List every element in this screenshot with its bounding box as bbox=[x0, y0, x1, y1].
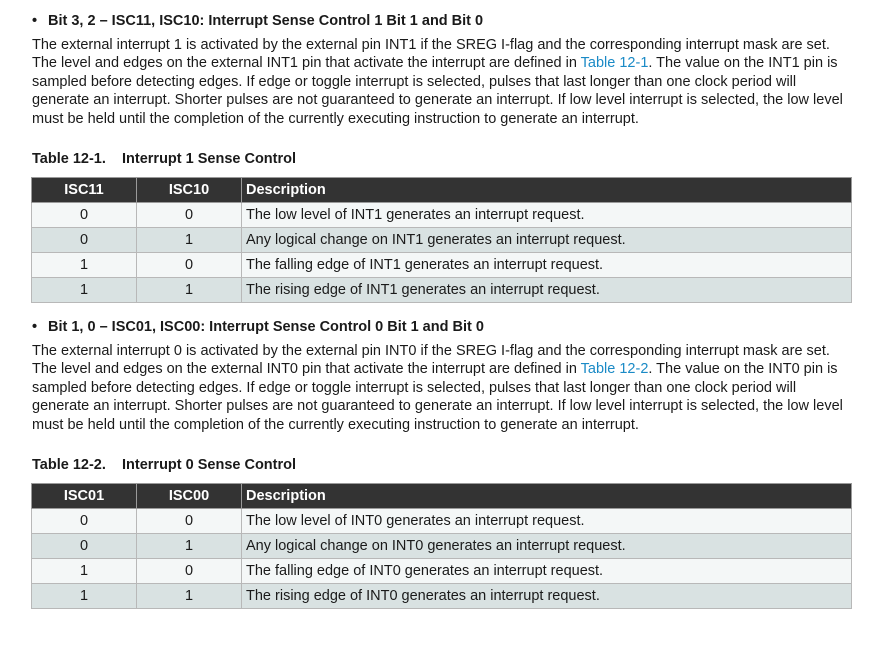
table-cell: 0 bbox=[32, 203, 137, 228]
table-row bbox=[32, 584, 852, 609]
paragraph-text: . The value on the INT1 pin is sampled before detecting edges. If edge or toggle interrupt is selected, pulses that last longer than one clock period will generate an interrupt. Shorter pulses are not guaranteed to generate an interrupt. If low level interrupt is selected, the low level must be held until the completion of the currently executing instruction to generate an interrupt. bbox=[32, 55, 843, 127]
section-heading bbox=[32, 319, 484, 335]
table-cell: 1 bbox=[137, 534, 242, 559]
table-row bbox=[32, 534, 852, 559]
section-heading bbox=[32, 13, 483, 29]
table-caption-number: Table 12-2. bbox=[32, 457, 106, 473]
interrupt-1-sense-table bbox=[31, 177, 852, 303]
table-row bbox=[32, 509, 852, 534]
table-cell: 1 bbox=[137, 228, 242, 253]
table-header-row bbox=[32, 178, 852, 203]
section-paragraph bbox=[32, 342, 852, 434]
column-header: Description bbox=[242, 484, 852, 509]
table-cell: Any logical change on INT0 generates an interrupt request. bbox=[242, 534, 852, 559]
table-cell: The falling edge of INT1 generates an interrupt request. bbox=[242, 253, 852, 278]
table-cell: 0 bbox=[32, 509, 137, 534]
table-reference-link[interactable]: Table 12-1 bbox=[580, 55, 649, 72]
table-row bbox=[32, 278, 852, 303]
table-cell: 1 bbox=[32, 253, 137, 278]
table-cell: The low level of INT0 generates an interrupt request. bbox=[242, 509, 852, 534]
table-cell: The low level of INT1 generates an interrupt request. bbox=[242, 203, 852, 228]
column-header: ISC00 bbox=[137, 484, 242, 509]
table-caption-title: Interrupt 0 Sense Control bbox=[122, 457, 297, 473]
table-caption-title: Interrupt 1 Sense Control bbox=[122, 151, 297, 167]
table-cell: 0 bbox=[137, 509, 242, 534]
paragraph-text: . The value on the INT0 pin is sampled before detecting edges. If edge or toggle interrupt is selected, pulses that last longer than one clock period will generate an interrupt. Shorter pulses are not guaranteed to generate an interrupt. If low level interrupt is selected, the low level must be held until the completion of the currently executing instruction to generate an interrupt. bbox=[32, 361, 843, 433]
table-cell: 1 bbox=[32, 584, 137, 609]
table-reference-link[interactable]: Table 12-2 bbox=[580, 361, 649, 378]
table-cell: 1 bbox=[137, 584, 242, 609]
column-header: Description bbox=[242, 178, 852, 203]
paragraph-text: The external interrupt 1 is activated by the external pin INT1 if the SREG I-flag and the corresponding interrupt mask are set. The level and edges on the external INT1 pin that activate the interrupt are defined in bbox=[32, 37, 830, 72]
table-cell: Any logical change on INT1 generates an interrupt request. bbox=[242, 228, 852, 253]
table-caption bbox=[32, 457, 296, 473]
column-header: ISC10 bbox=[137, 178, 242, 203]
table-caption bbox=[32, 151, 296, 167]
section-heading-text: Bit 3, 2 – ISC11, ISC10: Interrupt Sense Control 1 Bit 1 and Bit 0 bbox=[48, 13, 484, 29]
table-row bbox=[32, 228, 852, 253]
table-cell: 0 bbox=[137, 559, 242, 584]
table-cell: 1 bbox=[32, 278, 137, 303]
table-cell: 0 bbox=[32, 534, 137, 559]
section-heading-text: Bit 1, 0 – ISC01, ISC00: Interrupt Sense Control 0 Bit 1 and Bit 0 bbox=[48, 319, 484, 335]
table-row bbox=[32, 559, 852, 584]
table-cell: 0 bbox=[32, 228, 137, 253]
table-row bbox=[32, 203, 852, 228]
table-caption-number: Table 12-1. bbox=[32, 151, 106, 167]
interrupt-0-sense-table bbox=[31, 483, 852, 609]
table-row bbox=[32, 253, 852, 278]
bullet-marker: • bbox=[32, 13, 38, 29]
table-cell: The rising edge of INT1 generates an interrupt request. bbox=[242, 278, 852, 303]
table-cell: The rising edge of INT0 generates an interrupt request. bbox=[242, 584, 852, 609]
section-paragraph bbox=[32, 36, 852, 128]
table-cell: 0 bbox=[137, 253, 242, 278]
bullet-marker: • bbox=[32, 319, 38, 335]
paragraph-text: The external interrupt 0 is activated by the external pin INT0 if the SREG I-flag and the corresponding interrupt mask are set. The level and edges on the external INT0 pin that activate the interrupt are defined in bbox=[32, 343, 830, 378]
column-header: ISC11 bbox=[32, 178, 137, 203]
table-cell: 1 bbox=[137, 278, 242, 303]
table-cell: 1 bbox=[32, 559, 137, 584]
table-cell: The falling edge of INT0 generates an interrupt request. bbox=[242, 559, 852, 584]
table-cell: 0 bbox=[137, 203, 242, 228]
table-header-row bbox=[32, 484, 852, 509]
column-header: ISC01 bbox=[32, 484, 137, 509]
